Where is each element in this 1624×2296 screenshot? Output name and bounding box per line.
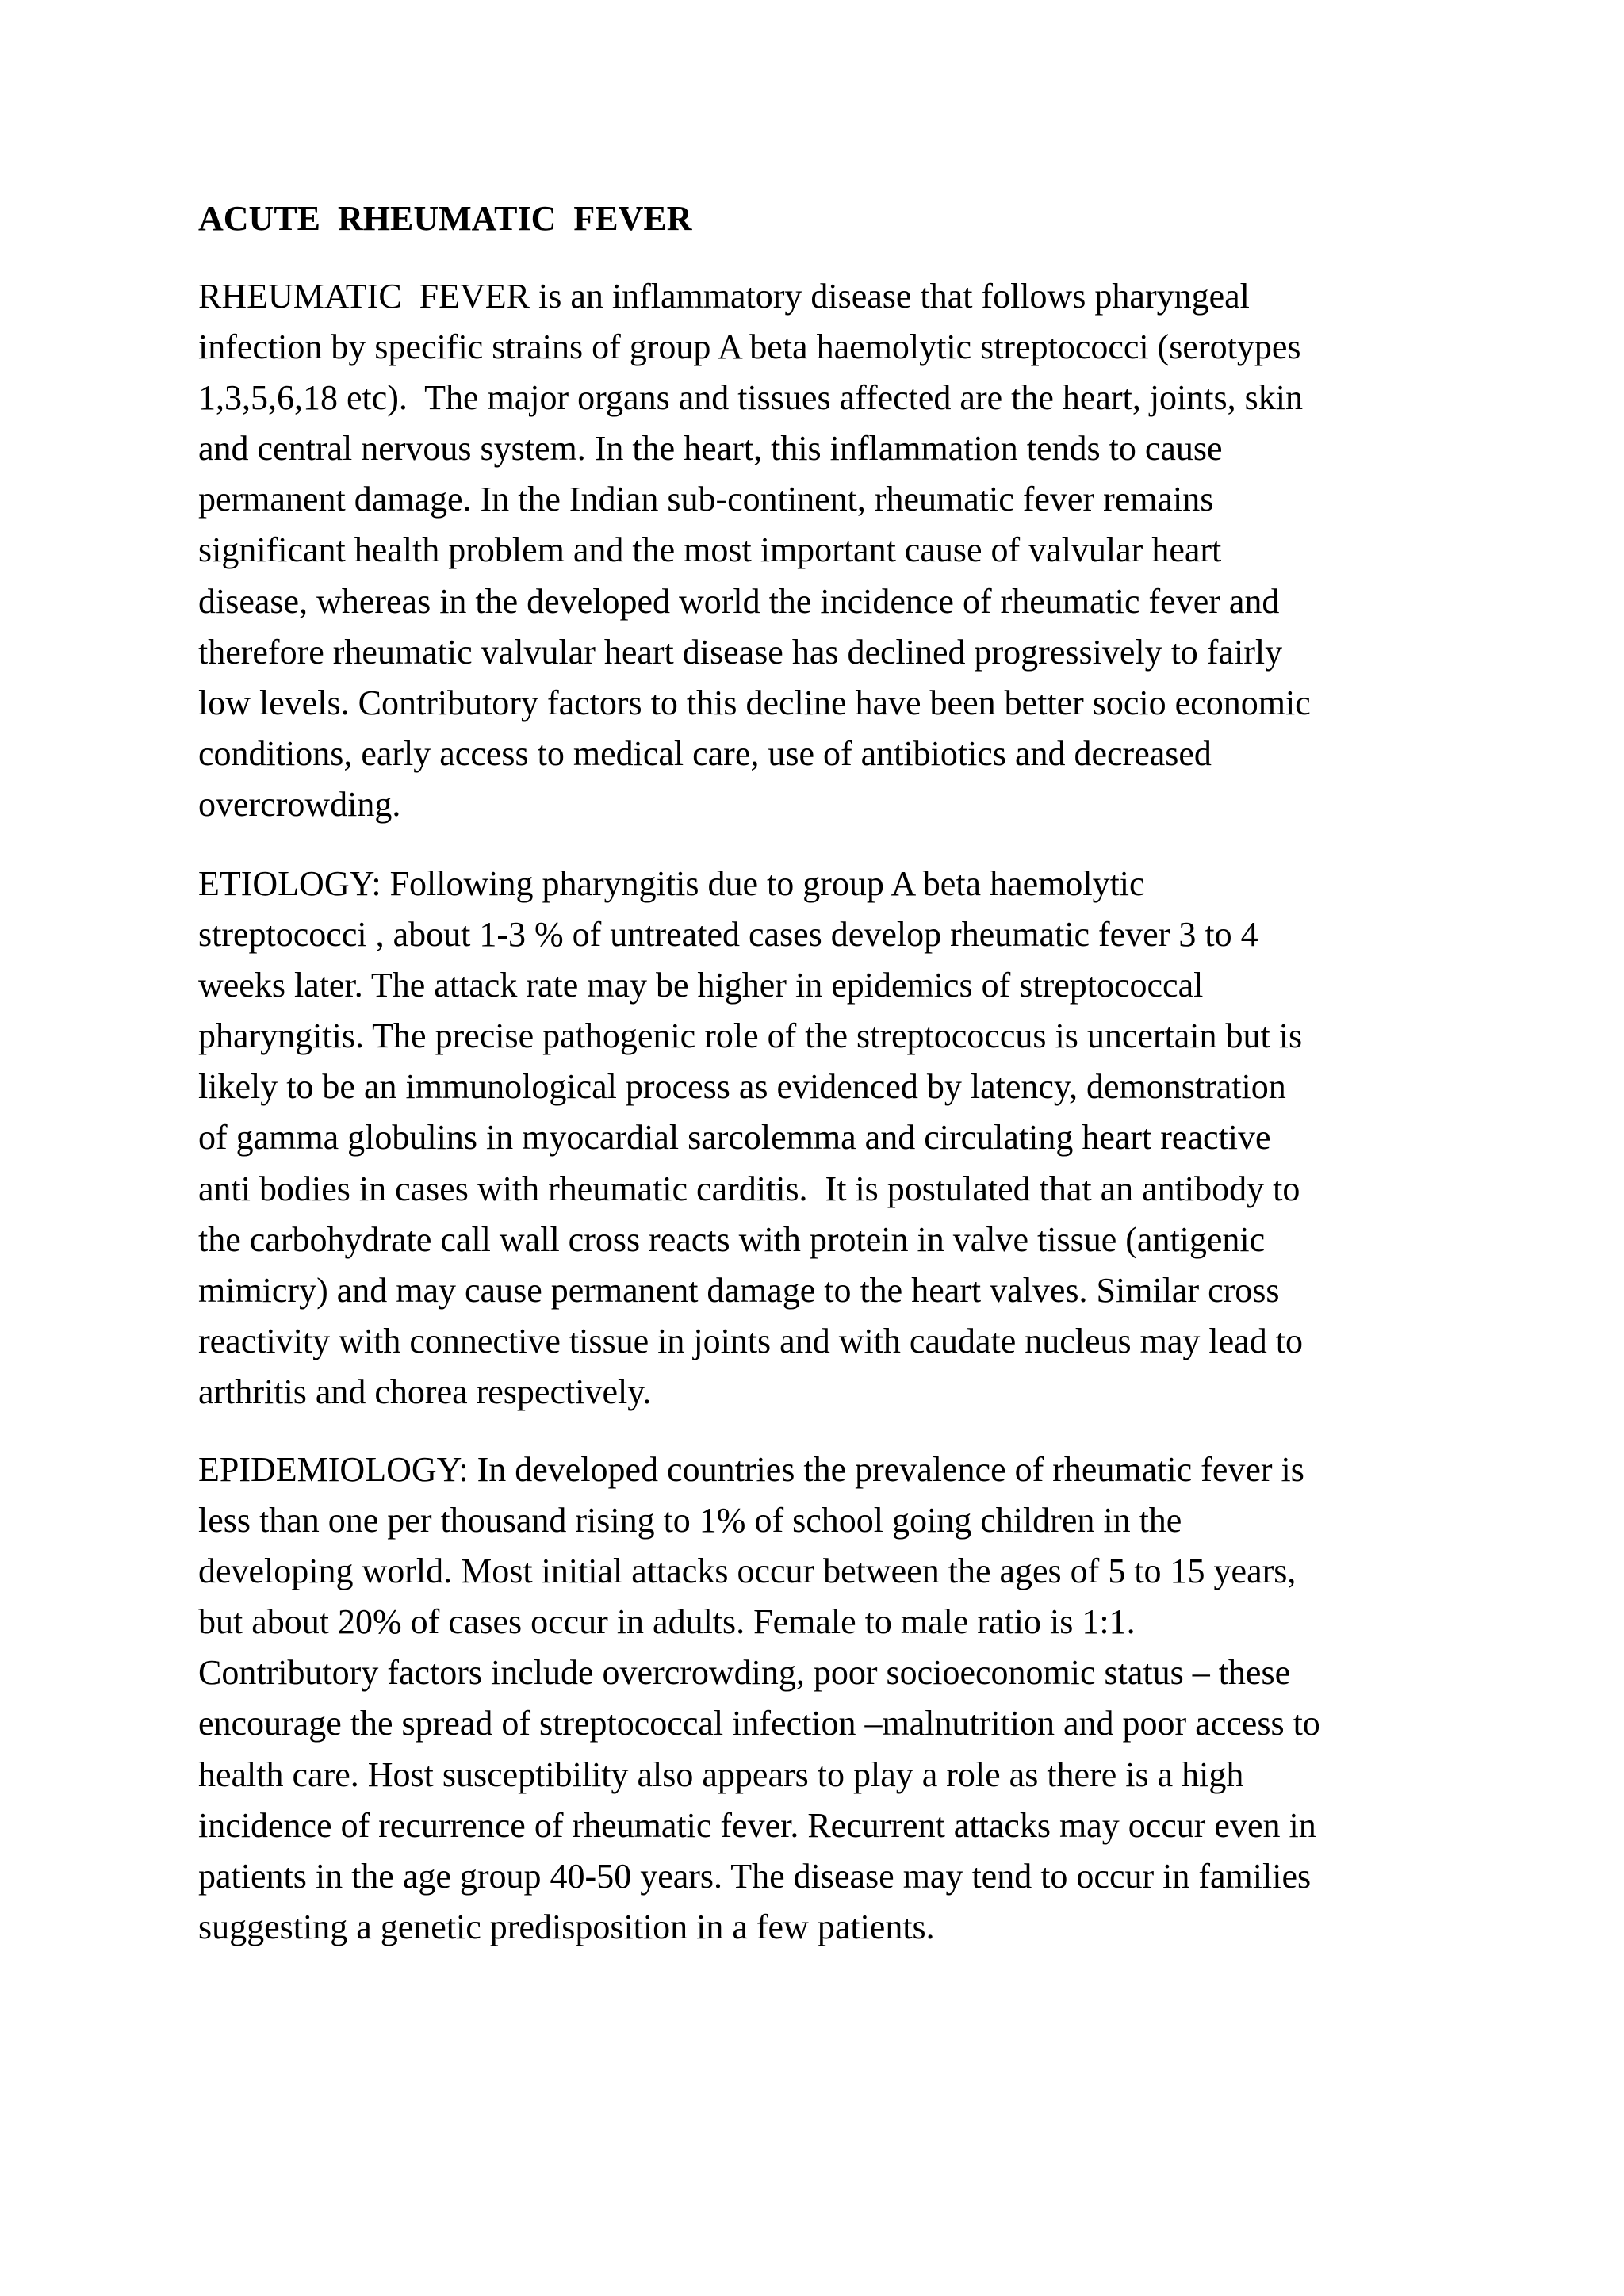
paragraph-line: permanent damage. In the Indian sub-continent, rheumatic fever remains	[198, 480, 1214, 519]
paragraph-line: overcrowding.	[198, 784, 401, 824]
paragraph-etiology	[198, 859, 1303, 1418]
paragraph-line: patients in the age group 40-50 years. The disease may tend to occur in families	[198, 1856, 1312, 1896]
paragraph-line: of gamma globulins in myocardial sarcolemma and circulating heart reactive	[198, 1118, 1271, 1158]
paragraph-line: the carbohydrate call wall cross reacts with protein in valve tissue (antigenic	[198, 1219, 1266, 1259]
paragraph-line: developing world. Most initial attacks occur between the ages of 5 to 15 years,	[198, 1552, 1297, 1591]
paragraph-line: suggesting a genetic predisposition in a few patients.	[198, 1907, 935, 1946]
paragraph-line: Contributory factors include overcrowding, poor socioeconomic status – these	[198, 1653, 1291, 1693]
paragraph-line: infection by specific strains of group A beta haemolytic streptococci (serotypes	[198, 327, 1301, 367]
paragraph-line: low levels. Contributory factors to this decline have been better socio economic	[198, 683, 1311, 722]
paragraph-line: and central nervous system. In the heart, this inflammation tends to cause	[198, 429, 1223, 469]
paragraph-line: RHEUMATIC FEVER is an inflammatory disease that follows pharyngeal	[198, 277, 1250, 316]
paragraph-line: anti bodies in cases with rheumatic carditis. It is postulated that an antibody to	[198, 1169, 1300, 1208]
paragraph-line: EPIDEMIOLOGY: In developed countries the prevalence of rheumatic fever is	[198, 1450, 1304, 1489]
paragraph-line: health care. Host susceptibility also appears to play a role as there is a high	[198, 1755, 1244, 1794]
paragraph-line: ETIOLOGY: Following pharyngitis due to group A beta haemolytic	[198, 864, 1145, 903]
paragraph-epidemiology	[198, 1445, 1320, 1953]
paragraph-line: streptococci , about 1-3 % of untreated cases develop rheumatic fever 3 to 4	[198, 915, 1258, 955]
paragraph-line: mimicry) and may cause permanent damage to the heart valves. Similar cross	[198, 1270, 1280, 1310]
paragraph-line: incidence of recurrence of rheumatic fever. Recurrent attacks may occur even in	[198, 1805, 1316, 1845]
paragraph-line: reactivity with connective tissue in joints and with caudate nucleus may lead to	[198, 1321, 1303, 1360]
paragraph-line: pharyngitis. The precise pathogenic role of the streptococcus is uncertain but is	[198, 1016, 1303, 1056]
paragraph-line: likely to be an immunological process as evidenced by latency, demonstration	[198, 1067, 1286, 1107]
paragraph-line: disease, whereas in the developed world the incidence of rheumatic fever and	[198, 581, 1280, 621]
paragraph-line: arthritis and chorea respectively.	[198, 1372, 652, 1411]
document-title: ACUTE RHEUMATIC FEVER	[198, 199, 692, 238]
paragraph-line: therefore rheumatic valvular heart disease has declined progressively to fairly	[198, 632, 1283, 672]
paragraph-introduction	[198, 271, 1311, 830]
paragraph-line: significant health problem and the most important cause of valvular heart	[198, 530, 1222, 570]
paragraph-line: 1,3,5,6,18 etc). The major organs and tissues affected are the heart, joints, skin	[198, 378, 1303, 418]
paragraph-line: but about 20% of cases occur in adults. Female to male ratio is 1:1.	[198, 1602, 1136, 1642]
paragraph-line: less than one per thousand rising to 1% of school going children in the	[198, 1501, 1182, 1540]
paragraph-line: conditions, early access to medical care, use of antibiotics and decreased	[198, 733, 1212, 773]
paragraph-line: encourage the spread of streptococcal infection –malnutrition and poor access to	[198, 1704, 1320, 1743]
paragraph-line: weeks later. The attack rate may be higher in epidemics of streptococcal	[198, 966, 1204, 1005]
